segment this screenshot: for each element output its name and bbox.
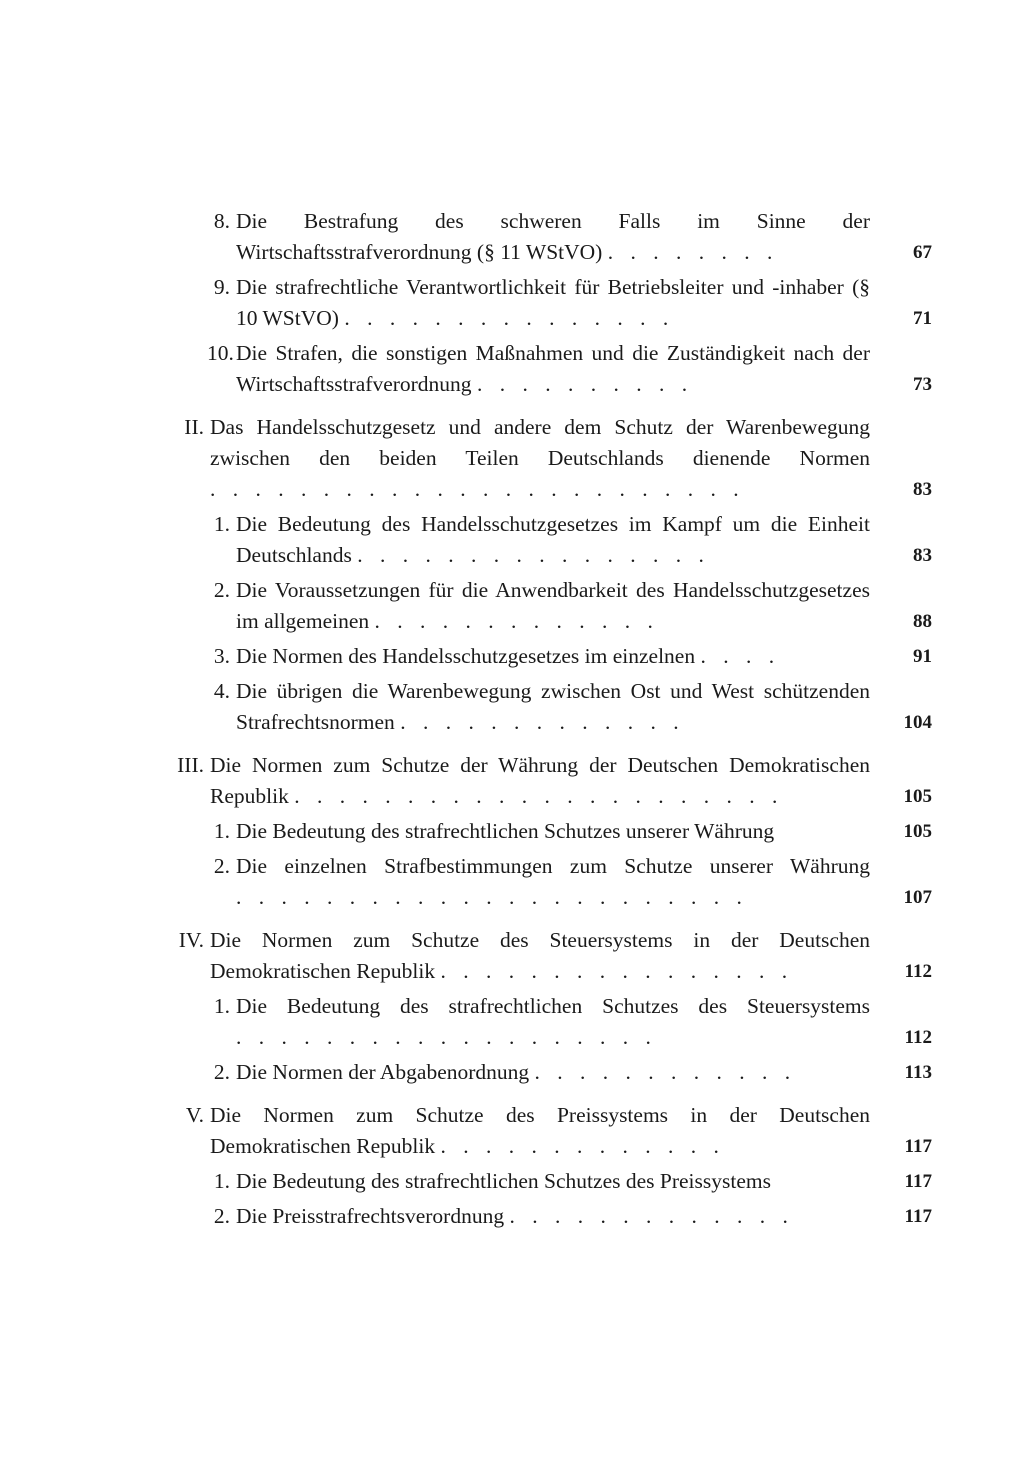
entry-number: 3. — [213, 644, 230, 668]
toc-entry — [170, 1201, 940, 1232]
leader-dots: . . . . . . . . . . . . . . . — [344, 306, 675, 330]
leader-dots: . . . . . . . . . . . . . . . . . . . . . . . . — [210, 477, 745, 501]
entry-number: 8. — [213, 209, 230, 233]
entry-title: Die strafrechtliche Verantwortlichkeit für Betriebsleiter und -inhaber (§ 10 WStVO) — [236, 275, 870, 330]
entry-title: Die Preisstrafrechtsverordnung — [236, 1204, 505, 1228]
toc-entry — [170, 206, 940, 268]
page-number: 113 — [904, 1062, 932, 1083]
leader-dots: . . . . . . . . . . . . . — [374, 609, 659, 633]
leader-dots: . . . . . . . . . . . . . — [440, 1134, 725, 1158]
toc-entry — [170, 991, 940, 1053]
section-title: Die Normen zum Schutze der Währung der Deutschen Demokratischen Republik — [210, 753, 870, 808]
entry-title: Die Bedeutung des Handelsschutzgesetzes im Kampf um die Einheit Deutschlands — [236, 512, 870, 567]
entry-number: 9. — [213, 275, 230, 299]
page-number: 112 — [904, 961, 932, 982]
page-number: 91 — [913, 646, 932, 667]
entry-title: Die Strafen, die sonstigen Maßnahmen und die Zuständigkeit nach der Wirtschaftsstrafverordnung — [236, 341, 870, 396]
entry-number: 10. — [207, 341, 234, 365]
section-number: V. — [185, 1103, 204, 1127]
section-number: II. — [184, 415, 204, 439]
entry-number: 2. — [213, 854, 230, 878]
toc-entry — [170, 641, 940, 672]
toc-section — [170, 412, 940, 505]
entry-title: Die übrigen die Warenbewegung zwischen Ost und West schützenden Strafrechtsnormen — [236, 679, 870, 734]
page-number: 88 — [913, 611, 932, 632]
entry-number: 4. — [213, 679, 230, 703]
toc-entry — [170, 851, 940, 913]
entry-title: Die Normen des Handelsschutzgesetzes im einzelnen — [236, 644, 696, 668]
entry-title: Die Normen der Abgabenordnung — [236, 1060, 530, 1084]
leader-dots: . . . . . . . . . . . . . . . . . . . . . . . — [236, 885, 748, 909]
page-number: 117 — [904, 1136, 932, 1157]
page-number: 112 — [904, 1027, 932, 1048]
toc-entry — [170, 1057, 940, 1088]
entry-number: 1. — [213, 512, 230, 536]
entry-number: 1. — [213, 819, 230, 843]
toc-entry — [170, 816, 940, 847]
section-title: Die Normen zum Schutze des Preissystems in der Deutschen Demokratischen Republik — [210, 1103, 870, 1158]
page-number: 73 — [913, 374, 932, 395]
toc-section — [170, 925, 940, 987]
leader-dots: . . . . . . . . . . . . . . . . — [440, 959, 794, 983]
entry-number: 2. — [213, 1060, 230, 1084]
entry-title: Die Bestrafung des schweren Falls im Sinne der Wirtschaftsstrafverordnung (§ 11 WStVO) — [236, 209, 870, 264]
page-number: 71 — [913, 308, 932, 329]
entry-number: 1. — [213, 1169, 230, 1193]
toc-entry — [170, 1166, 940, 1197]
page-number: 83 — [913, 479, 932, 500]
entry-title: Die Bedeutung des strafrechtlichen Schutzes des Steuersystems — [236, 994, 870, 1018]
section-title: Das Handelsschutzgesetz und andere dem Schutz der Warenbewegung zwischen den beiden Teilen Deutschlands dienende Normen — [210, 415, 870, 470]
entry-title: Die Voraussetzungen für die Anwendbarkeit des Handelsschutzgesetzes im allgemeinen — [236, 578, 870, 633]
page-number: 117 — [904, 1206, 932, 1227]
leader-dots: . . . . . . . . . . . . — [534, 1060, 797, 1084]
page-number: 104 — [903, 712, 932, 733]
leader-dots: . . . . . . . . . . . . . . . . . . . — [236, 1025, 657, 1049]
page-number: 107 — [903, 887, 932, 908]
toc-entry — [170, 338, 940, 400]
page-number: 117 — [904, 1171, 932, 1192]
leader-dots: . . . . . . . . — [607, 240, 779, 264]
leader-dots: . . . . . . . . . . . . . . . . . . . . . . — [294, 784, 784, 808]
leader-dots: . . . . . . . . . . — [476, 372, 694, 396]
page-number: 105 — [903, 786, 932, 807]
leader-dots: . . . . . . . . . . . . . — [400, 710, 685, 734]
leader-dots: . . . . — [700, 644, 781, 668]
toc-entry — [170, 676, 940, 738]
section-number: IV. — [178, 928, 204, 952]
entry-number: 1. — [213, 994, 230, 1018]
toc-section — [170, 1100, 940, 1162]
toc-section — [170, 750, 940, 812]
entry-title: Die Bedeutung des strafrechtlichen Schutzes des Preissystems — [236, 1169, 771, 1193]
toc-entry — [170, 575, 940, 637]
section-number: III. — [177, 753, 204, 777]
page-number: 83 — [913, 545, 932, 566]
section-title: Die Normen zum Schutze des Steuersystems in der Deutschen Demokratischen Republik — [210, 928, 870, 983]
entry-title: Die Bedeutung des strafrechtlichen Schutzes unserer Währung — [236, 819, 775, 843]
leader-dots: . . . . . . . . . . . . . . . . — [357, 543, 710, 567]
leader-dots: . . . . . . . . . . . . . — [509, 1204, 794, 1228]
toc-entry — [170, 272, 940, 334]
entry-number: 2. — [213, 1204, 230, 1228]
page-number: 105 — [903, 821, 932, 842]
entry-title: Die einzelnen Strafbestimmungen zum Schutze unserer Währung — [236, 854, 870, 878]
page-number: 67 — [913, 242, 932, 263]
toc-entry — [170, 509, 940, 571]
entry-number: 2. — [213, 578, 230, 602]
table-of-contents — [170, 206, 940, 1232]
